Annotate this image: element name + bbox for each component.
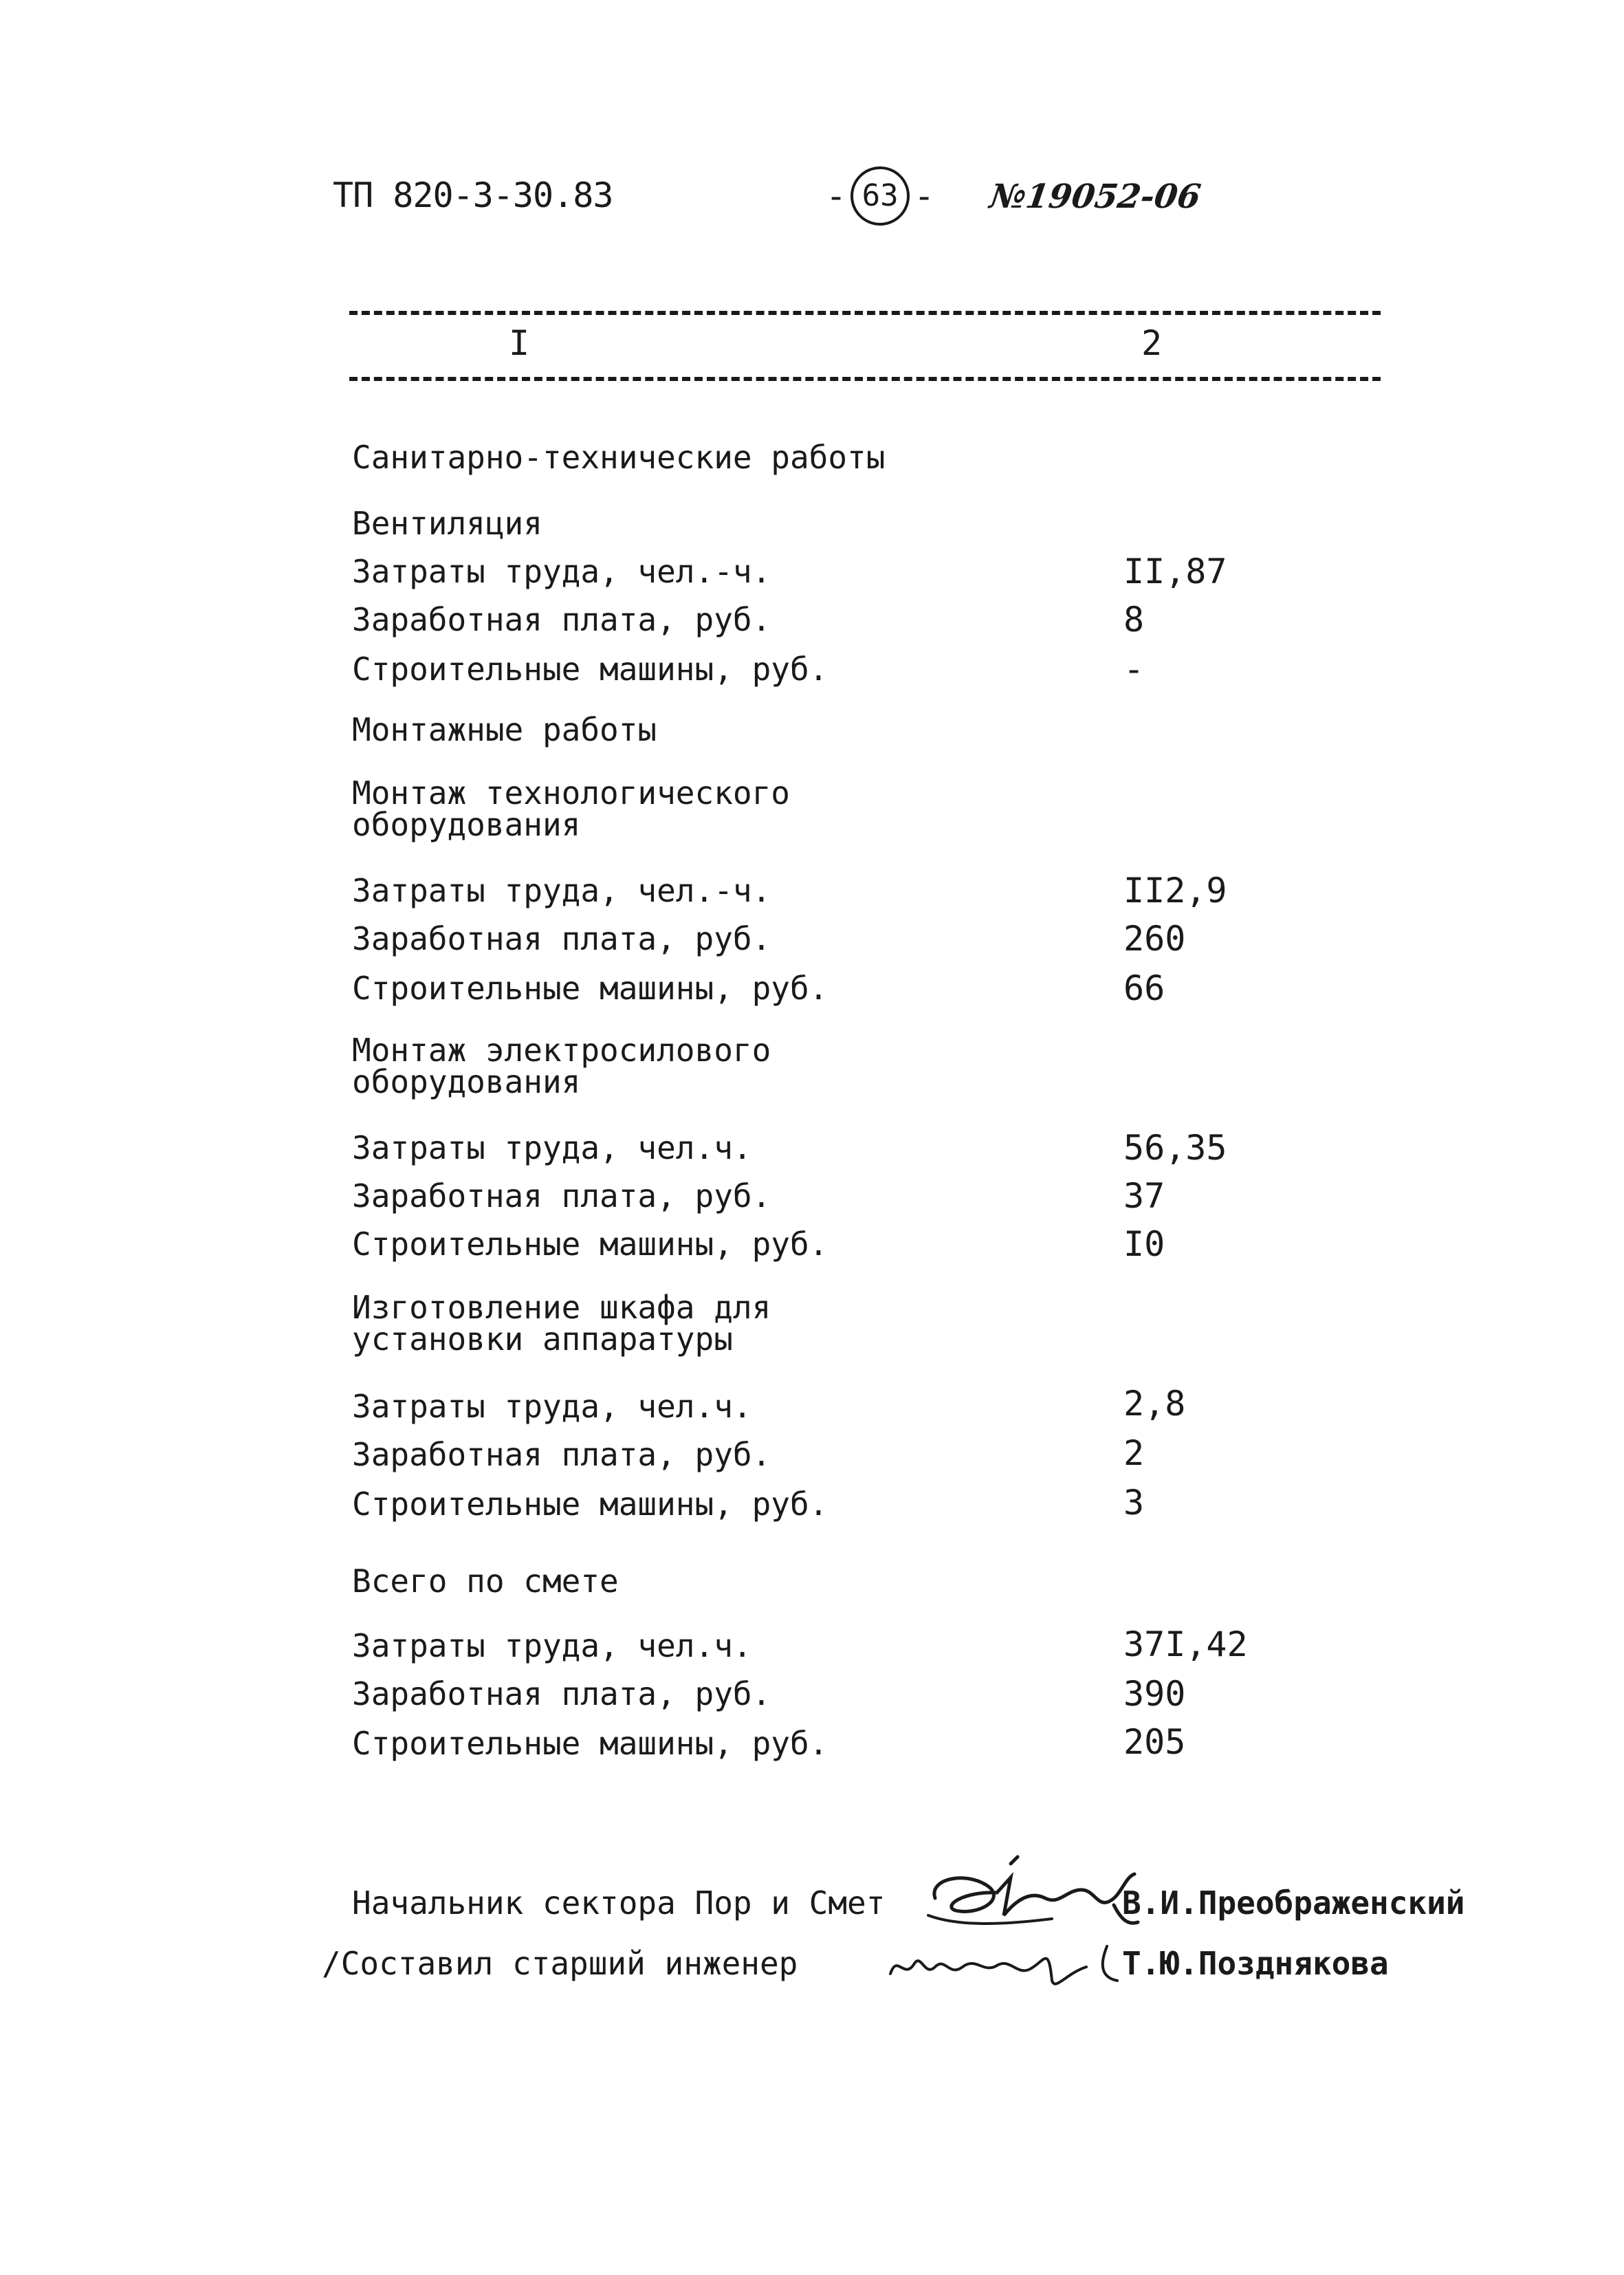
head-of-sector-name: В.И.Преображенский [1122,1884,1465,1922]
row-value: 390 [1123,1674,1186,1714]
subsection-title-line: оборудования [352,1063,581,1100]
row-label: Затраты труда, чел.-ч. [352,553,771,590]
row-label: Затраты труда, чел.ч. [352,1388,752,1425]
row-value: I0 [1123,1224,1165,1264]
column-header-2: 2 [1141,323,1163,363]
subsection-title-cabinet [352,1289,771,1358]
row-label: Заработная плата, руб. [352,601,771,638]
row-value: 37 [1123,1176,1165,1216]
subsection-title-line: оборудования [352,806,581,843]
compiler-name: Т.Ю.Позднякова [1122,1945,1389,1982]
subsection-title-line: Изготовление шкафа для [352,1289,771,1326]
row-value: 260 [1123,919,1186,959]
row-label: Строительные машины, руб. [352,1485,829,1523]
row-label: Строительные машины, руб. [352,1226,829,1263]
row-value: II2,9 [1123,871,1227,911]
table-top-rule [349,311,1381,315]
subsection-title-line: Монтаж электросилового [352,1032,771,1069]
row-label: Строительные машины, руб. [352,970,829,1007]
row-value: - [1123,649,1145,689]
column-header-1: I [509,323,530,363]
row-value: II,87 [1123,552,1227,591]
row-value: 3 [1123,1483,1145,1523]
row-value: 37I,42 [1123,1624,1248,1664]
table-header-rule [349,377,1381,381]
row-value: 2,8 [1123,1384,1186,1424]
subsection-title-tech [352,774,790,843]
row-label: Строительные машины, руб. [352,651,829,688]
document-code: ТП 820-3-30.83 [333,175,613,215]
row-label: Заработная плата, руб. [352,1177,771,1215]
head-of-sector-label: Начальник сектора Пор и Смет [352,1884,886,1922]
row-label: Строительные машины, руб. [352,1725,829,1762]
page-number-circle: 63 [851,166,910,226]
row-value: 2 [1123,1433,1145,1473]
section-title-montage: Монтажные работы [352,711,657,748]
subsection-title-line: Монтаж технологического [352,774,790,812]
compiler-label: /Составил старший инженер [322,1945,798,1982]
subsection-title-ventilation: Вентиляция [352,505,542,542]
row-label: Заработная плата, руб. [352,1436,771,1473]
row-value: 205 [1123,1722,1186,1762]
page-number: - 63 - [822,166,939,226]
row-label: Затраты труда, чел.ч. [352,1627,752,1664]
row-value: 8 [1123,600,1145,640]
subsection-title-electro [352,1034,771,1098]
row-label: Заработная плата, руб. [352,1675,771,1712]
section-title-sanitary: Санитарно-технические работы [352,439,886,476]
row-label: Затраты труда, чел.ч. [352,1129,752,1166]
row-value: 56,35 [1123,1128,1227,1168]
inventory-number: №19052-06 [987,177,1203,216]
section-title-total: Всего по смете [352,1563,619,1600]
subsection-title-line: установки аппаратуры [352,1320,733,1358]
row-label: Заработная плата, руб. [352,920,771,957]
compiler-signature [880,1926,1128,2001]
row-label: Затраты труда, чел.-ч. [352,872,771,909]
row-value: 66 [1123,968,1165,1008]
